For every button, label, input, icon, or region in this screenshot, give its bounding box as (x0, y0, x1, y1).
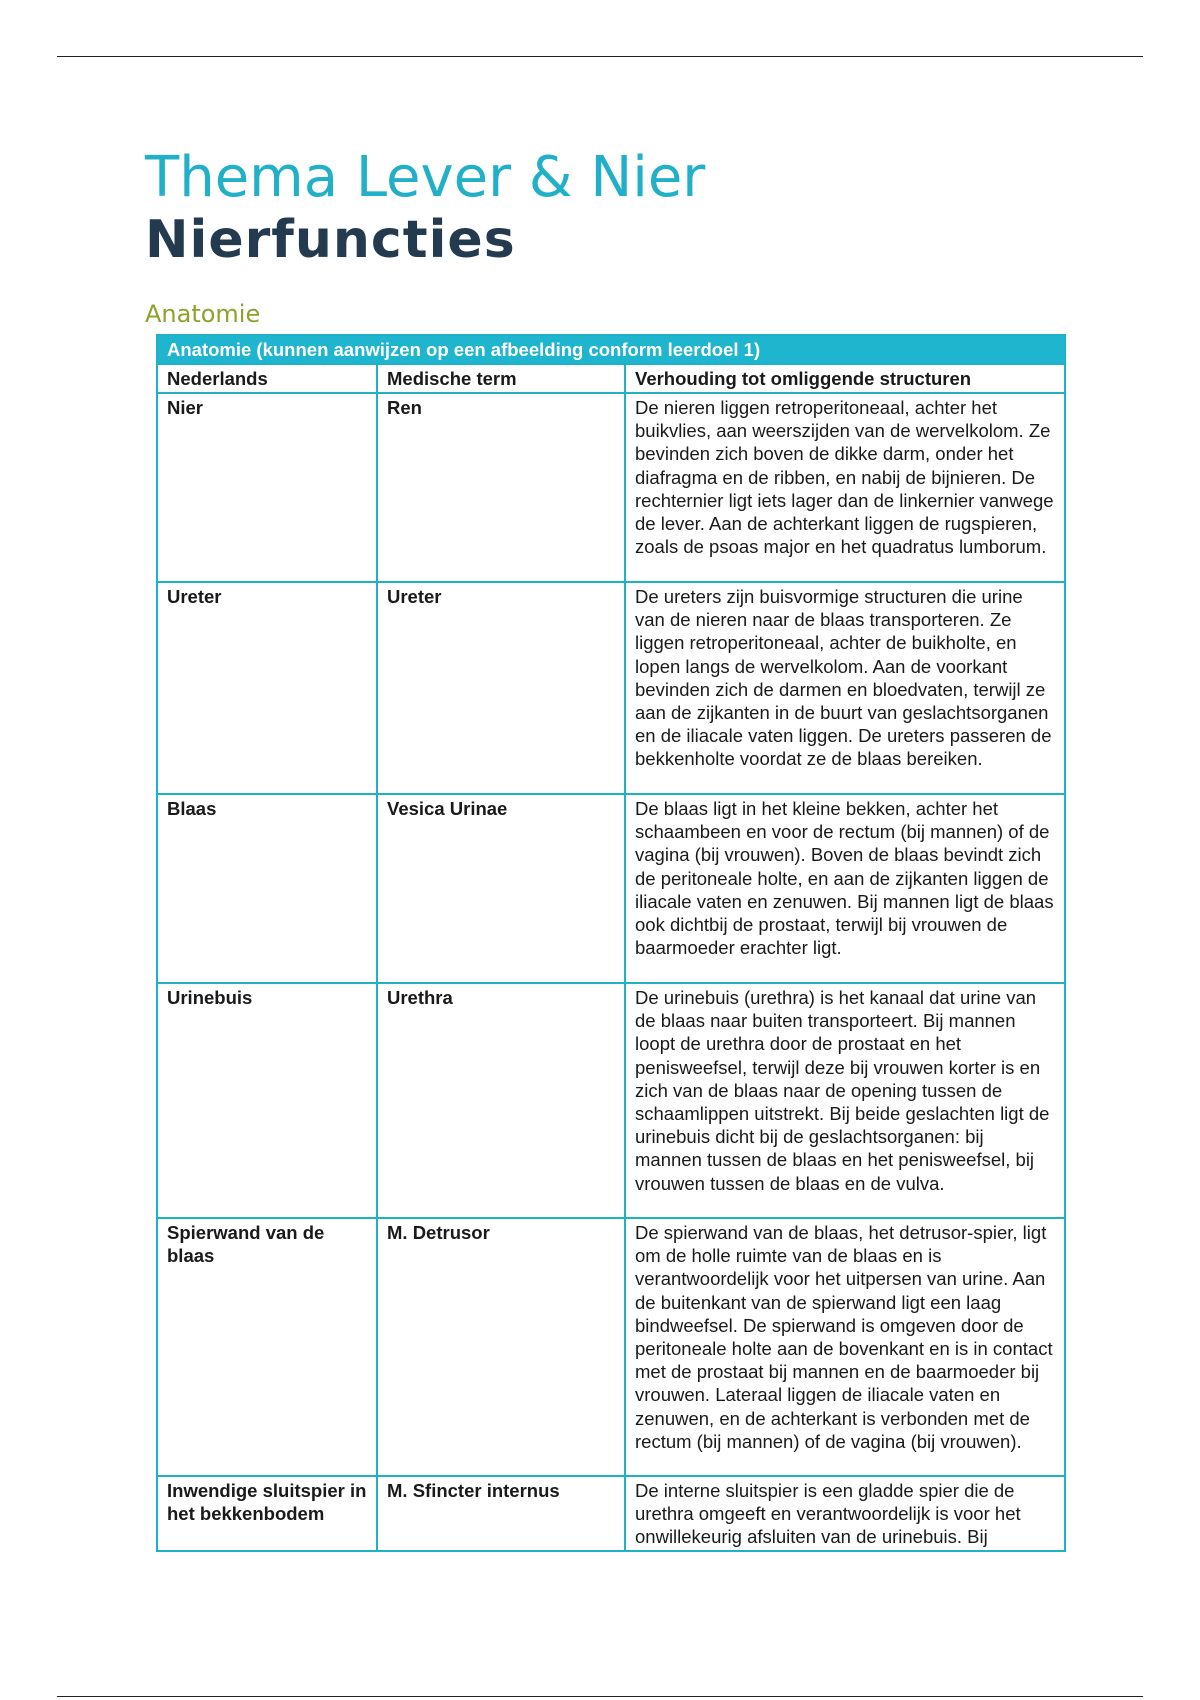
cell-medische-term: Ren (377, 393, 625, 582)
cell-verhouding: De nieren liggen retroperitoneaal, achter het buikvlies, aan weerszijden van de wervelkolom. Ze bevinden zich boven de dikke darm, onder het diafragma en de ribben, en nabij de bijnieren. De rechternier ligt iets lager dan de linkernier vanwege de lever. Aan de achterkant liggen de rugspieren, zoals de psoas major en het quadratus lumborum. (625, 393, 1065, 582)
table-row (157, 794, 1065, 983)
document-subtitle: Nierfuncties (145, 210, 516, 270)
cell-verhouding: De spierwand van de blaas, het detrusor-spier, ligt om de holle ruimte van de blaas en is verantwoordelijk voor het uitpersen van urine. Aan de buitenkant van de spierwand ligt een laag bindweefsel. De spierwand is omgeven door de peritoneale holte aan de bovenkant en is in contact met de prostaat bij mannen en de baarmoeder bij vrouwen. Lateraal liggen de iliacale vaten en zenuwen, en de achterkant is verbonden met de rectum (bij mannen) of de vagina (bij vrouwen). (625, 1218, 1065, 1476)
table-row (157, 393, 1065, 582)
column-header-medische-term: Medische term (377, 364, 625, 393)
cell-nederlands: Blaas (157, 794, 377, 983)
table-row (157, 983, 1065, 1218)
table-banner-row (157, 335, 1065, 364)
section-heading: Anatomie (145, 300, 261, 328)
table-row (157, 582, 1065, 794)
table-row (157, 1476, 1065, 1551)
table-row (157, 1218, 1065, 1476)
cell-medische-term: M. Sfincter internus (377, 1476, 625, 1551)
column-header-nederlands: Nederlands (157, 364, 377, 393)
document-title: Thema Lever & Nier (145, 145, 706, 210)
cell-nederlands: Spierwand van de blaas (157, 1218, 377, 1476)
cell-medische-term: Ureter (377, 582, 625, 794)
cell-verhouding: De ureters zijn buisvormige structuren die urine van de nieren naar de blaas transporteren. Ze liggen retroperitoneaal, achter de buikholte, en lopen langs de wervelkolom. Aan de voorkant bevinden zich de darmen en bloedvaten, terwijl ze aan de zijkanten in de buurt van geslachtsorganen en de iliacale vaten liggen. De ureters passeren de bekkenholte voordat ze de blaas bereiken. (625, 582, 1065, 794)
cell-nederlands: Ureter (157, 582, 377, 794)
table-header-row (157, 364, 1065, 393)
cell-verhouding: De blaas ligt in het kleine bekken, achter het schaambeen en voor de rectum (bij mannen) of de vagina (bij vrouwen). Boven de blaas bevindt zich de peritoneale holte, en aan de zijkanten liggen de iliacale vaten en zenuwen. Bij mannen ligt de blaas ook dichtbij de prostaat, terwijl bij vrouwen de baarmoeder erachter ligt. (625, 794, 1065, 983)
page-top-rule (57, 56, 1143, 57)
cell-medische-term: M. Detrusor (377, 1218, 625, 1476)
column-header-verhouding: Verhouding tot omliggende structuren (625, 364, 1065, 393)
anatomy-table (156, 334, 1066, 1552)
cell-nederlands: Urinebuis (157, 983, 377, 1218)
cell-medische-term: Urethra (377, 983, 625, 1218)
cell-medische-term: Vesica Urinae (377, 794, 625, 983)
cell-verhouding: De urinebuis (urethra) is het kanaal dat urine van de blaas naar buiten transporteert. Bij mannen loopt de urethra door de prostaat en het penisweefsel, terwijl deze bij vrouwen korter is en zich van de blaas naar de opening tussen de schaamlippen uitstrekt. Bij beide geslachten ligt de urinebuis dicht bij de geslachtsorganen: bij mannen tussen de blaas en het penisweefsel, bij vrouwen tussen de blaas en de vulva. (625, 983, 1065, 1218)
cell-nederlands: Nier (157, 393, 377, 582)
table-banner: Anatomie (kunnen aanwijzen op een afbeelding conform leerdoel 1) (157, 335, 1065, 364)
page-bottom-rule (57, 1696, 1143, 1697)
cell-verhouding: De interne sluitspier is een gladde spier die de urethra omgeeft en verantwoordelijk is voor het onwillekeurig afsluiten van de urinebuis. Bij (625, 1476, 1065, 1551)
cell-nederlands: Inwendige sluitspier in het bekkenbodem (157, 1476, 377, 1551)
